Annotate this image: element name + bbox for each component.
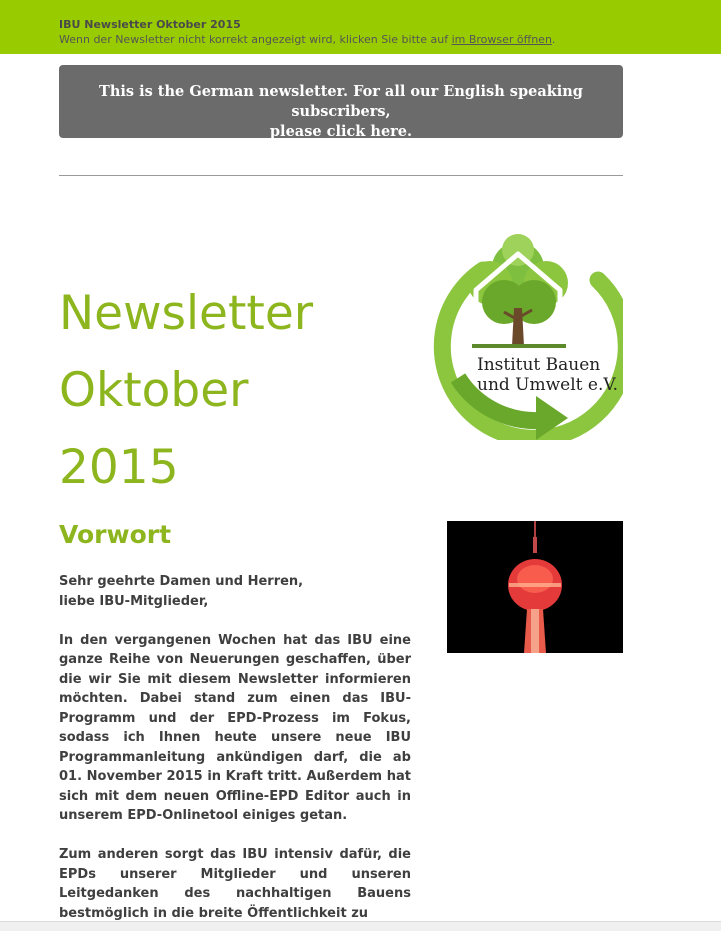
paragraph-2: Zum anderen sorgt das IBU intensiv dafür, die EPDs unserer Mitglieder und unseren Leitgedanken des nachhaltigen Bauens bestmöglich in die breite Öffentlichkeit zu [59, 847, 411, 921]
preheader-suffix: . [551, 33, 556, 46]
headline-line-2: Oktober [59, 363, 249, 418]
ibu-logo [428, 228, 623, 440]
section-title: Vorwort [59, 520, 172, 549]
newsletter-headline [59, 275, 313, 506]
banner-line-2: please click here. [269, 123, 413, 140]
greeting [59, 572, 411, 611]
preheader-bar [0, 0, 721, 54]
english-version-banner[interactable] [59, 65, 623, 138]
foreword-body [59, 572, 411, 943]
open-in-browser-link[interactable]: im Browser öffnen [451, 33, 552, 46]
preheader-message: Wenn der Newsletter nicht korrekt angezeigt wird, klicken Sie bitte auf [59, 33, 452, 46]
greeting-line-1: Sehr geehrte Damen und Herren, [59, 574, 304, 589]
preheader-text [59, 33, 555, 46]
tv-tower-photo [447, 521, 623, 653]
banner-line-1: This is the German newsletter. For all our English speaking subscribers, [99, 83, 583, 120]
logo-line-1: Institut Bauen [477, 355, 601, 375]
paragraph-1: In den vergangenen Wochen hat das IBU eine ganze Reihe von Neuerungen geschaffen, über die wir Sie mit diesem Newsletter informieren möchten. Dabei stand zum einen das IBU-Programm und der EPD-Prozess im Fokus, sodass ich Ihnen heute unsere neue IBU Programmanleitung ankündigen darf, die ab 01. November 2015 in Kraft tritt. Außerdem hat sich mit dem neuen Offline-EPD Editor auch in unserem EPD-Onlinetool einiges getan. [59, 632, 411, 823]
logo-line-2: und Umwelt e.V. [477, 375, 619, 395]
preheader-title: IBU Newsletter Oktober 2015 [59, 18, 241, 31]
headline-line-3: 2015 [59, 440, 179, 495]
headline-line-1: Newsletter [59, 286, 314, 341]
greeting-line-2: liebe IBU-Mitglieder, [59, 593, 209, 609]
logo-wordmark [477, 355, 618, 395]
divider [59, 175, 623, 176]
